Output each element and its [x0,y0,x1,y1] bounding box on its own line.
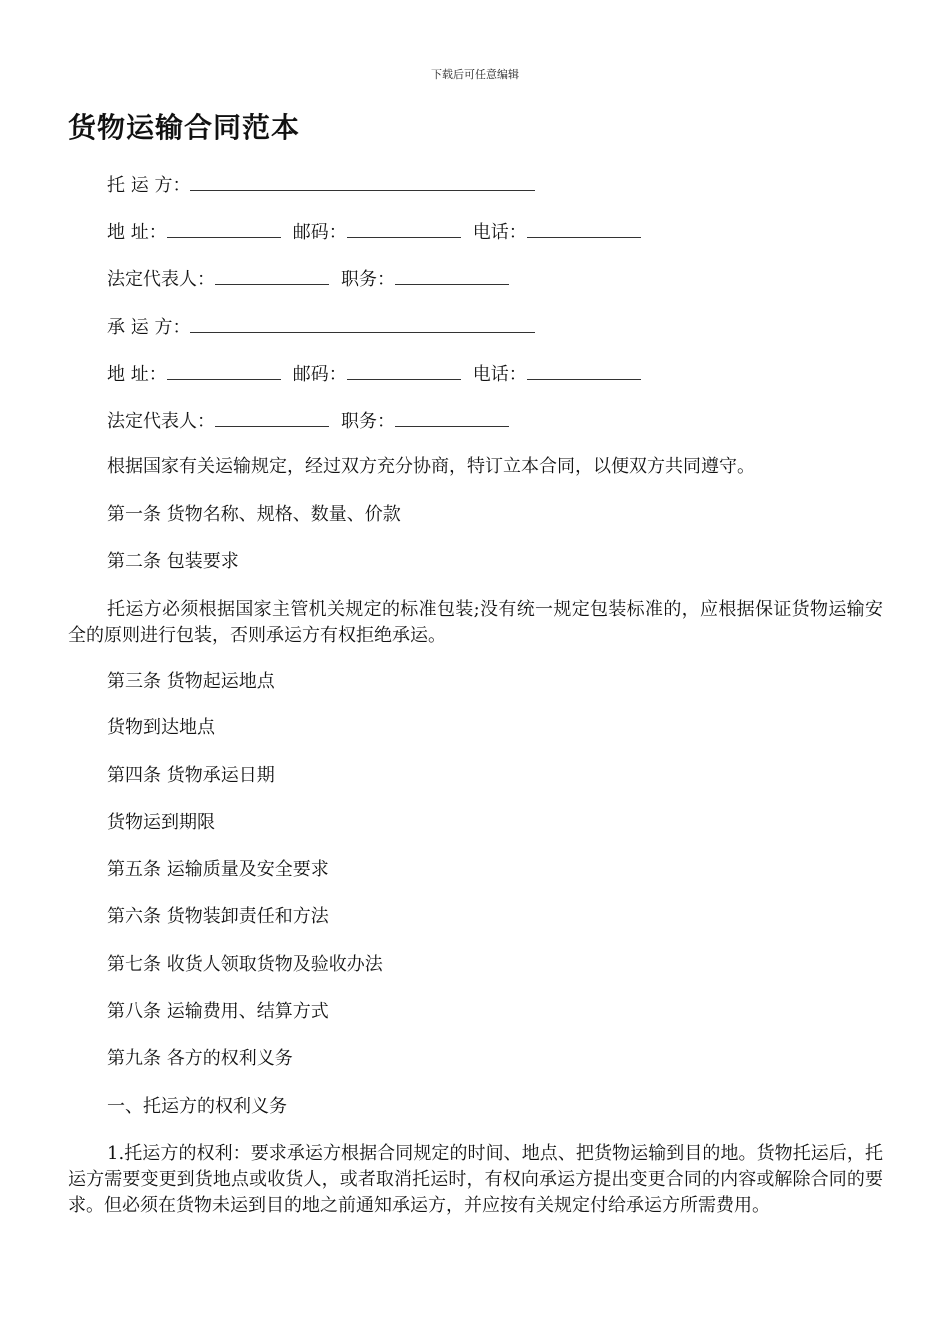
shipper-postcode-blank[interactable] [347,219,461,238]
shipper-position-blank[interactable] [395,266,509,285]
article-8-heading: 第八条 运输费用、结算方式 [107,1001,329,1022]
page-header-note: 下载后可任意编辑 [431,68,519,81]
shipper-label: 托 运 方： [107,175,191,196]
intro-paragraph: 根据国家有关运输规定，经过双方充分协商，特订立本合同，以便双方共同遵守。 [107,456,755,477]
shipper-address-label: 地 址： [107,222,167,243]
carrier-address-line [107,361,653,387]
shipper-position-label: 职务： [341,269,395,290]
section-1-item-1-paragraph: 1.托运方的权利：要求承运方根据合同规定的时间、地点、把货物运输到目的地。货物托运后，托运方需要变更到货地点或收货人，或者取消托运时，有权向承运方提出变更合同的内容或解除合同的要求。但必须在货物未运到目的地之前通知承运方，并应按有关规定付给承运方所需费用。 [68,1143,883,1216]
carrier-phone-blank[interactable] [527,361,641,380]
shipper-legal-rep-blank[interactable] [215,266,329,285]
shipper-line [107,172,547,198]
shipper-blank[interactable] [190,172,535,191]
carrier-address-label: 地 址： [107,364,167,385]
shipper-address-line [107,219,653,245]
carrier-address-blank[interactable] [167,361,281,380]
carrier-position-label: 职务： [341,411,395,432]
carrier-legal-rep-label: 法定代表人： [107,411,215,432]
carrier-postcode-label: 邮码： [292,364,347,385]
arrival-place-line: 货物到达地点 [107,717,215,738]
carrier-phone-label: 电话： [472,364,527,385]
carrier-rep-line [107,408,521,434]
carrier-line [107,314,547,340]
shipper-address-blank[interactable] [167,219,281,238]
section-1-heading: 一、托运方的权利义务 [107,1096,287,1117]
article-4-heading: 第四条 货物承运日期 [107,765,275,786]
shipper-phone-label: 电话： [472,222,527,243]
carrier-label: 承 运 方： [107,317,191,338]
shipper-postcode-label: 邮码： [292,222,347,243]
article-7-heading: 第七条 收货人领取货物及验收办法 [107,954,383,975]
article-9-heading: 第九条 各方的权利义务 [107,1048,293,1069]
document-title: 货物运输合同范本 [68,111,301,144]
article-2-heading: 第二条 包装要求 [107,551,239,572]
carrier-postcode-blank[interactable] [347,361,461,380]
article-6-heading: 第六条 货物装卸责任和方法 [107,906,329,927]
article-2-paragraph: 托运方必须根据国家主管机关规定的标准包装;没有统一规定包装标准的，应根据保证货物运输安全的原则进行包装，否则承运方有权拒绝承运。 [68,599,883,646]
shipper-rep-line [107,266,521,292]
article-3-heading: 第三条 货物起运地点 [107,671,275,692]
shipper-legal-rep-label: 法定代表人： [107,269,215,290]
arrival-deadline-line: 货物运到期限 [107,812,215,833]
article-1-heading: 第一条 货物名称、规格、数量、价款 [107,504,401,525]
carrier-position-blank[interactable] [395,408,509,427]
article-5-heading: 第五条 运输质量及安全要求 [107,859,329,880]
carrier-legal-rep-blank[interactable] [215,408,329,427]
carrier-blank[interactable] [190,314,535,333]
shipper-phone-blank[interactable] [527,219,641,238]
